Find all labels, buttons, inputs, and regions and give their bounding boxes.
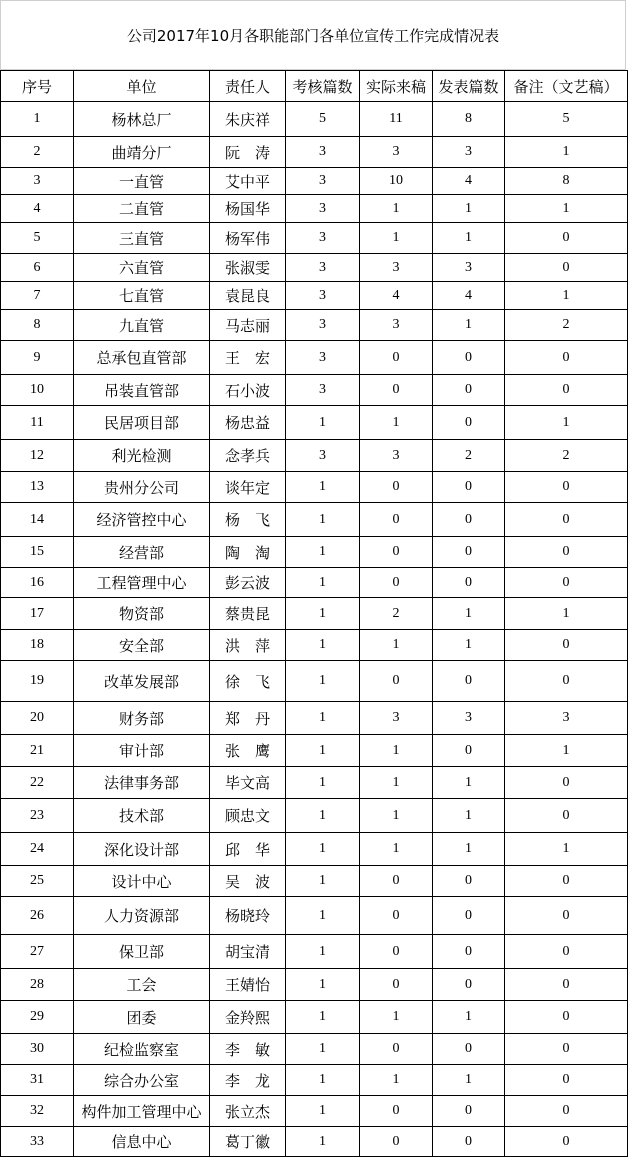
remarks-count: 8 [505,168,628,195]
row-index: 7 [1,282,74,310]
target-count: 1 [286,969,360,1001]
unit-name: 工会 [74,969,210,1001]
target-count: 3 [286,254,360,282]
row-index: 23 [1,799,74,833]
submitted-count: 1 [360,735,433,767]
submitted-count: 0 [360,1096,433,1127]
remarks-count: 0 [505,1096,628,1127]
published-count: 1 [433,223,505,254]
remarks-count: 0 [505,661,628,702]
remarks-count: 0 [505,897,628,935]
remarks-count: 0 [505,537,628,568]
responsible-person: 顾忠文 [210,799,286,833]
target-count: 1 [286,1001,360,1034]
submitted-count: 1 [360,223,433,254]
submitted-count: 0 [360,935,433,969]
target-count: 3 [286,282,360,310]
unit-name: 审计部 [74,735,210,767]
header-unit: 单位 [74,71,210,102]
responsible-person: 朱庆祥 [210,102,286,137]
submitted-count: 1 [360,767,433,799]
target-count: 1 [286,503,360,537]
unit-name: 七直管 [74,282,210,310]
table-row [1,1034,628,1065]
table-row [1,137,628,168]
target-count: 1 [286,702,360,735]
unit-name: 民居项目部 [74,406,210,440]
table-row [1,767,628,799]
table-row [1,341,628,375]
remarks-count: 0 [505,630,628,661]
report-table [0,70,628,1157]
unit-name: 团委 [74,1001,210,1034]
remarks-count: 0 [505,935,628,969]
table-row [1,799,628,833]
row-index: 17 [1,598,74,630]
published-count: 0 [433,341,505,375]
row-index: 11 [1,406,74,440]
unit-name: 经济管控中心 [74,503,210,537]
remarks-count: 0 [505,767,628,799]
remarks-count: 0 [505,1001,628,1034]
row-index: 22 [1,767,74,799]
published-count: 1 [433,1065,505,1096]
remarks-count: 1 [505,735,628,767]
remarks-count: 0 [505,223,628,254]
published-count: 4 [433,282,505,310]
unit-name: 综合办公室 [74,1065,210,1096]
row-index: 5 [1,223,74,254]
submitted-count: 0 [360,1127,433,1157]
responsible-person: 洪 萍 [210,630,286,661]
table-row [1,735,628,767]
unit-name: 一直管 [74,168,210,195]
responsible-person: 张 鹰 [210,735,286,767]
remarks-count: 1 [505,137,628,168]
published-count: 3 [433,254,505,282]
target-count: 1 [286,537,360,568]
table-row [1,866,628,897]
unit-name: 六直管 [74,254,210,282]
responsible-person: 李 龙 [210,1065,286,1096]
target-count: 3 [286,440,360,472]
published-count: 0 [433,661,505,702]
submitted-count: 11 [360,102,433,137]
remarks-count: 0 [505,568,628,598]
published-count: 0 [433,1127,505,1157]
remarks-count: 2 [505,310,628,341]
published-count: 1 [433,598,505,630]
published-count: 1 [433,195,505,223]
target-count: 1 [286,1065,360,1096]
remarks-count: 1 [505,282,628,310]
responsible-person: 毕文高 [210,767,286,799]
responsible-person: 蔡贵昆 [210,598,286,630]
remarks-count: 0 [505,866,628,897]
responsible-person: 陶 淘 [210,537,286,568]
row-index: 14 [1,503,74,537]
unit-name: 三直管 [74,223,210,254]
published-count: 1 [433,767,505,799]
published-count: 0 [433,1096,505,1127]
submitted-count: 1 [360,799,433,833]
responsible-person: 阮 涛 [210,137,286,168]
table-row [1,375,628,406]
target-count: 3 [286,310,360,341]
remarks-count: 0 [505,472,628,503]
published-count: 1 [433,833,505,866]
row-index: 26 [1,897,74,935]
submitted-count: 0 [360,661,433,702]
responsible-person: 杨晓玲 [210,897,286,935]
submitted-count: 0 [360,503,433,537]
header-remarks: 备注（文艺稿） [505,71,628,102]
table-row [1,537,628,568]
table-row [1,1127,628,1157]
published-count: 3 [433,702,505,735]
submitted-count: 3 [360,440,433,472]
remarks-count: 5 [505,102,628,137]
table-row [1,969,628,1001]
table-row [1,1065,628,1096]
table-row [1,440,628,472]
table-row [1,702,628,735]
target-count: 1 [286,935,360,969]
target-count: 1 [286,767,360,799]
remarks-count: 0 [505,1065,628,1096]
target-count: 1 [286,472,360,503]
unit-name: 吊装直管部 [74,375,210,406]
responsible-person: 李 敏 [210,1034,286,1065]
target-count: 1 [286,866,360,897]
submitted-count: 0 [360,897,433,935]
unit-name: 改革发展部 [74,661,210,702]
submitted-count: 1 [360,195,433,223]
remarks-count: 0 [505,375,628,406]
table-row [1,630,628,661]
published-count: 0 [433,406,505,440]
responsible-person: 念孝兵 [210,440,286,472]
target-count: 1 [286,630,360,661]
responsible-person: 张立杰 [210,1096,286,1127]
remarks-count: 0 [505,1034,628,1065]
unit-name: 技术部 [74,799,210,833]
published-count: 0 [433,1034,505,1065]
responsible-person: 王婧怡 [210,969,286,1001]
unit-name: 信息中心 [74,1127,210,1157]
header-target-count: 考核篇数 [286,71,360,102]
row-index: 15 [1,537,74,568]
remarks-count: 1 [505,598,628,630]
unit-name: 二直管 [74,195,210,223]
unit-name: 人力资源部 [74,897,210,935]
row-index: 12 [1,440,74,472]
remarks-count: 0 [505,341,628,375]
table-row [1,598,628,630]
published-count: 0 [433,935,505,969]
row-index: 6 [1,254,74,282]
remarks-count: 0 [505,1127,628,1157]
header-submitted-count: 实际来稿 [360,71,433,102]
target-count: 3 [286,195,360,223]
responsible-person: 艾中平 [210,168,286,195]
submitted-count: 1 [360,1001,433,1034]
unit-name: 保卫部 [74,935,210,969]
published-count: 1 [433,630,505,661]
responsible-person: 邱 华 [210,833,286,866]
unit-name: 物资部 [74,598,210,630]
remarks-count: 1 [505,406,628,440]
unit-name: 九直管 [74,310,210,341]
row-index: 32 [1,1096,74,1127]
responsible-person: 张淑雯 [210,254,286,282]
published-count: 1 [433,799,505,833]
unit-name: 法律事务部 [74,767,210,799]
remarks-count: 1 [505,195,628,223]
submitted-count: 0 [360,969,433,1001]
row-index: 13 [1,472,74,503]
responsible-person: 袁昆良 [210,282,286,310]
row-index: 10 [1,375,74,406]
table-row [1,1096,628,1127]
submitted-count: 0 [360,341,433,375]
target-count: 1 [286,406,360,440]
submitted-count: 0 [360,375,433,406]
unit-name: 利光检测 [74,440,210,472]
responsible-person: 石小波 [210,375,286,406]
remarks-count: 0 [505,503,628,537]
table-row [1,503,628,537]
target-count: 3 [286,223,360,254]
row-index: 9 [1,341,74,375]
target-count: 1 [286,799,360,833]
unit-name: 财务部 [74,702,210,735]
responsible-person: 金羚熙 [210,1001,286,1034]
responsible-person: 杨军伟 [210,223,286,254]
table-body [1,102,628,1157]
submitted-count: 1 [360,1065,433,1096]
responsible-person: 吴 波 [210,866,286,897]
remarks-count: 1 [505,833,628,866]
published-count: 8 [433,102,505,137]
unit-name: 杨林总厂 [74,102,210,137]
responsible-person: 杨 飞 [210,503,286,537]
responsible-person: 胡宝清 [210,935,286,969]
remarks-count: 3 [505,702,628,735]
target-count: 3 [286,168,360,195]
target-count: 1 [286,1127,360,1157]
unit-name: 安全部 [74,630,210,661]
remarks-count: 0 [505,969,628,1001]
unit-name: 总承包直管部 [74,341,210,375]
submitted-count: 1 [360,833,433,866]
row-index: 25 [1,866,74,897]
target-count: 1 [286,897,360,935]
header-published-count: 发表篇数 [433,71,505,102]
target-count: 3 [286,375,360,406]
responsible-person: 杨忠益 [210,406,286,440]
responsible-person: 徐 飞 [210,661,286,702]
published-count: 1 [433,310,505,341]
table-row [1,661,628,702]
submitted-count: 0 [360,472,433,503]
unit-name: 贵州分公司 [74,472,210,503]
published-count: 1 [433,1001,505,1034]
row-index: 18 [1,630,74,661]
submitted-count: 3 [360,310,433,341]
responsible-person: 郑 丹 [210,702,286,735]
published-count: 0 [433,568,505,598]
table-row [1,897,628,935]
row-index: 27 [1,935,74,969]
table-row [1,168,628,195]
unit-name: 曲靖分厂 [74,137,210,168]
target-count: 1 [286,735,360,767]
submitted-count: 0 [360,537,433,568]
published-count: 0 [433,375,505,406]
row-index: 8 [1,310,74,341]
target-count: 1 [286,833,360,866]
submitted-count: 2 [360,598,433,630]
unit-name: 工程管理中心 [74,568,210,598]
responsible-person: 葛丁徽 [210,1127,286,1157]
table-row [1,568,628,598]
published-count: 0 [433,537,505,568]
target-count: 1 [286,1034,360,1065]
header-responsible-person: 责任人 [210,71,286,102]
remarks-count: 0 [505,799,628,833]
table-row [1,935,628,969]
table-row [1,1001,628,1034]
header-index: 序号 [1,71,74,102]
responsible-person: 谈年定 [210,472,286,503]
responsible-person: 彭云波 [210,568,286,598]
row-index: 29 [1,1001,74,1034]
responsible-person: 马志丽 [210,310,286,341]
submitted-count: 4 [360,282,433,310]
table-row [1,833,628,866]
target-count: 1 [286,598,360,630]
target-count: 3 [286,137,360,168]
row-index: 3 [1,168,74,195]
row-index: 16 [1,568,74,598]
table-row [1,223,628,254]
submitted-count: 3 [360,254,433,282]
sheet-title: 公司2017年10月各职能部门各单位宣传工作完成情况表 [0,0,626,70]
row-index: 21 [1,735,74,767]
unit-name: 构件加工管理中心 [74,1096,210,1127]
unit-name: 纪检监察室 [74,1034,210,1065]
published-count: 0 [433,503,505,537]
table-row [1,472,628,503]
table-row [1,406,628,440]
published-count: 2 [433,440,505,472]
published-count: 0 [433,897,505,935]
table-row [1,102,628,137]
responsible-person: 杨国华 [210,195,286,223]
submitted-count: 0 [360,1034,433,1065]
row-index: 24 [1,833,74,866]
submitted-count: 3 [360,137,433,168]
published-count: 4 [433,168,505,195]
submitted-count: 10 [360,168,433,195]
target-count: 3 [286,341,360,375]
remarks-count: 0 [505,254,628,282]
table-row [1,195,628,223]
published-count: 0 [433,866,505,897]
table-row [1,282,628,310]
row-index: 2 [1,137,74,168]
table-row [1,310,628,341]
submitted-count: 3 [360,702,433,735]
published-count: 0 [433,969,505,1001]
target-count: 5 [286,102,360,137]
responsible-person: 王 宏 [210,341,286,375]
row-index: 19 [1,661,74,702]
table-row [1,254,628,282]
remarks-count: 2 [505,440,628,472]
submitted-count: 0 [360,866,433,897]
published-count: 0 [433,472,505,503]
header-row [1,71,628,102]
published-count: 3 [433,137,505,168]
target-count: 1 [286,1096,360,1127]
row-index: 1 [1,102,74,137]
target-count: 1 [286,661,360,702]
row-index: 31 [1,1065,74,1096]
target-count: 1 [286,568,360,598]
unit-name: 经营部 [74,537,210,568]
published-count: 0 [433,735,505,767]
row-index: 20 [1,702,74,735]
submitted-count: 1 [360,630,433,661]
row-index: 30 [1,1034,74,1065]
submitted-count: 0 [360,568,433,598]
row-index: 28 [1,969,74,1001]
unit-name: 设计中心 [74,866,210,897]
row-index: 4 [1,195,74,223]
submitted-count: 1 [360,406,433,440]
row-index: 33 [1,1127,74,1157]
unit-name: 深化设计部 [74,833,210,866]
